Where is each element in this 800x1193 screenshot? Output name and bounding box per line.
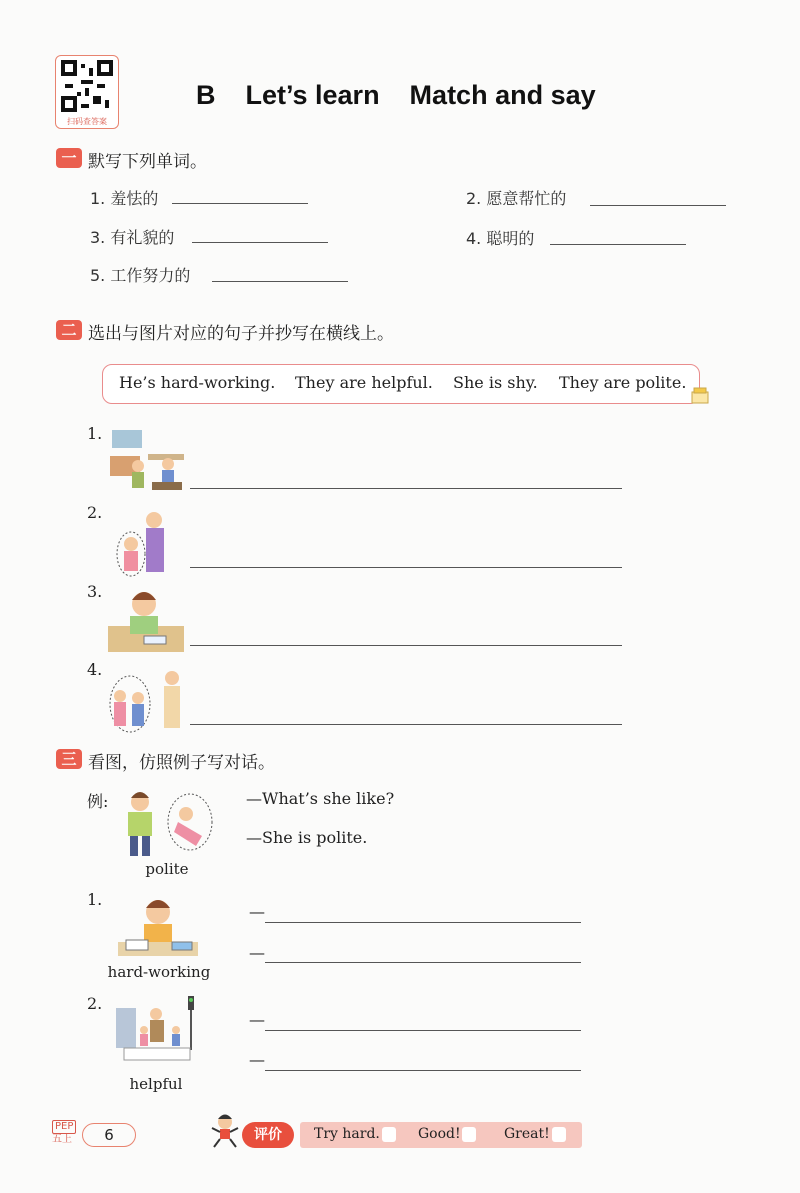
pep-grade-mark xyxy=(52,1120,76,1146)
dialogue-item-number-1: 1. xyxy=(87,890,103,909)
section-3-instruction: 看图，仿照例子写对话。 xyxy=(88,753,275,773)
rating-label-great: Great! xyxy=(504,1126,550,1142)
match-answer-line-4[interactable] xyxy=(190,724,622,725)
dialogue-word-label-1: hard-working xyxy=(107,963,211,981)
rating-label-try-hard: Try hard. xyxy=(314,1126,380,1142)
page-title: B Let’s learn Match and say xyxy=(196,80,596,110)
dialogue-dash-1a: — xyxy=(249,902,265,921)
hard-working-picture xyxy=(118,892,198,964)
rating-checkbox-try-hard[interactable] xyxy=(382,1127,396,1142)
section-3-badge: 三 xyxy=(56,749,82,769)
grade-label: 五上 xyxy=(52,1134,72,1145)
example-question: —What’s she like? xyxy=(246,789,395,808)
running-kid-icon xyxy=(208,1112,242,1150)
classroom-picture xyxy=(108,426,188,496)
qr-code[interactable] xyxy=(55,55,119,129)
rating-bar xyxy=(300,1122,582,1148)
rating-checkbox-great[interactable] xyxy=(552,1127,566,1142)
answer-blank-1[interactable] xyxy=(172,203,308,204)
section-2-instruction: 选出与图片对应的句子并抄写在横线上。 xyxy=(88,324,394,344)
match-item-number-2: 2. xyxy=(87,503,103,522)
dialogue-line-2a[interactable] xyxy=(265,1030,581,1031)
answer-blank-5[interactable] xyxy=(212,281,348,282)
word-item-5: 5. 工作努力的 xyxy=(90,266,191,285)
dialogue-line-1a[interactable] xyxy=(265,922,581,923)
answer-blank-2[interactable] xyxy=(590,205,726,206)
pencil-box-icon xyxy=(690,386,710,406)
girl-with-mother-picture xyxy=(114,506,184,578)
match-answer-line-1[interactable] xyxy=(190,488,622,489)
page-number: 6 xyxy=(82,1123,136,1147)
match-item-number-3: 3. xyxy=(87,582,103,601)
children-and-adult-picture xyxy=(106,666,186,734)
word-item-1: 1. 羞怯的 xyxy=(90,189,159,208)
pep-label: PEP xyxy=(52,1120,76,1134)
dialogue-item-number-2: 2. xyxy=(87,994,103,1013)
rating-label-good: Good! xyxy=(418,1126,461,1142)
dialogue-line-1b[interactable] xyxy=(265,962,581,963)
sentence-option-1: He’s hard-working. xyxy=(119,373,276,392)
sentence-option-2: They are helpful. xyxy=(295,373,433,392)
section-1-badge: 一 xyxy=(56,148,82,168)
answer-blank-4[interactable] xyxy=(550,244,686,245)
example-answer: —She is polite. xyxy=(246,828,368,847)
qr-code-icon xyxy=(61,60,113,112)
rating-checkbox-good[interactable] xyxy=(462,1127,476,1142)
sentence-option-3: She is shy. xyxy=(453,373,538,392)
boy-studying-picture xyxy=(108,586,184,654)
dialogue-line-2b[interactable] xyxy=(265,1070,581,1071)
dialogue-dash-2a: — xyxy=(249,1010,265,1029)
match-item-number-1: 1. xyxy=(87,424,103,443)
word-item-3: 3. 有礼貌的 xyxy=(90,228,175,247)
section-1-instruction: 默写下列单词。 xyxy=(88,152,207,172)
example-label: 例: xyxy=(87,792,109,811)
match-item-number-4: 4. xyxy=(87,660,103,679)
dialogue-dash-1b: — xyxy=(249,943,265,962)
example-polite-picture xyxy=(114,788,218,858)
helpful-crossing-picture xyxy=(114,994,198,1064)
match-answer-line-2[interactable] xyxy=(190,567,622,568)
dialogue-word-label-2: helpful xyxy=(129,1075,183,1093)
section-2-badge: 二 xyxy=(56,320,82,340)
evaluation-badge: 评价 xyxy=(242,1122,294,1148)
word-item-2: 2. 愿意帮忙的 xyxy=(466,189,567,208)
sentence-option-4: They are polite. xyxy=(559,373,687,392)
word-item-4: 4. 聪明的 xyxy=(466,229,535,248)
answer-blank-3[interactable] xyxy=(192,242,328,243)
match-answer-line-3[interactable] xyxy=(190,645,622,646)
dialogue-dash-2b: — xyxy=(249,1050,265,1069)
sentence-options-box xyxy=(102,364,700,404)
qr-caption: 扫码查答案 xyxy=(67,117,107,126)
example-word-label: polite xyxy=(145,860,189,878)
